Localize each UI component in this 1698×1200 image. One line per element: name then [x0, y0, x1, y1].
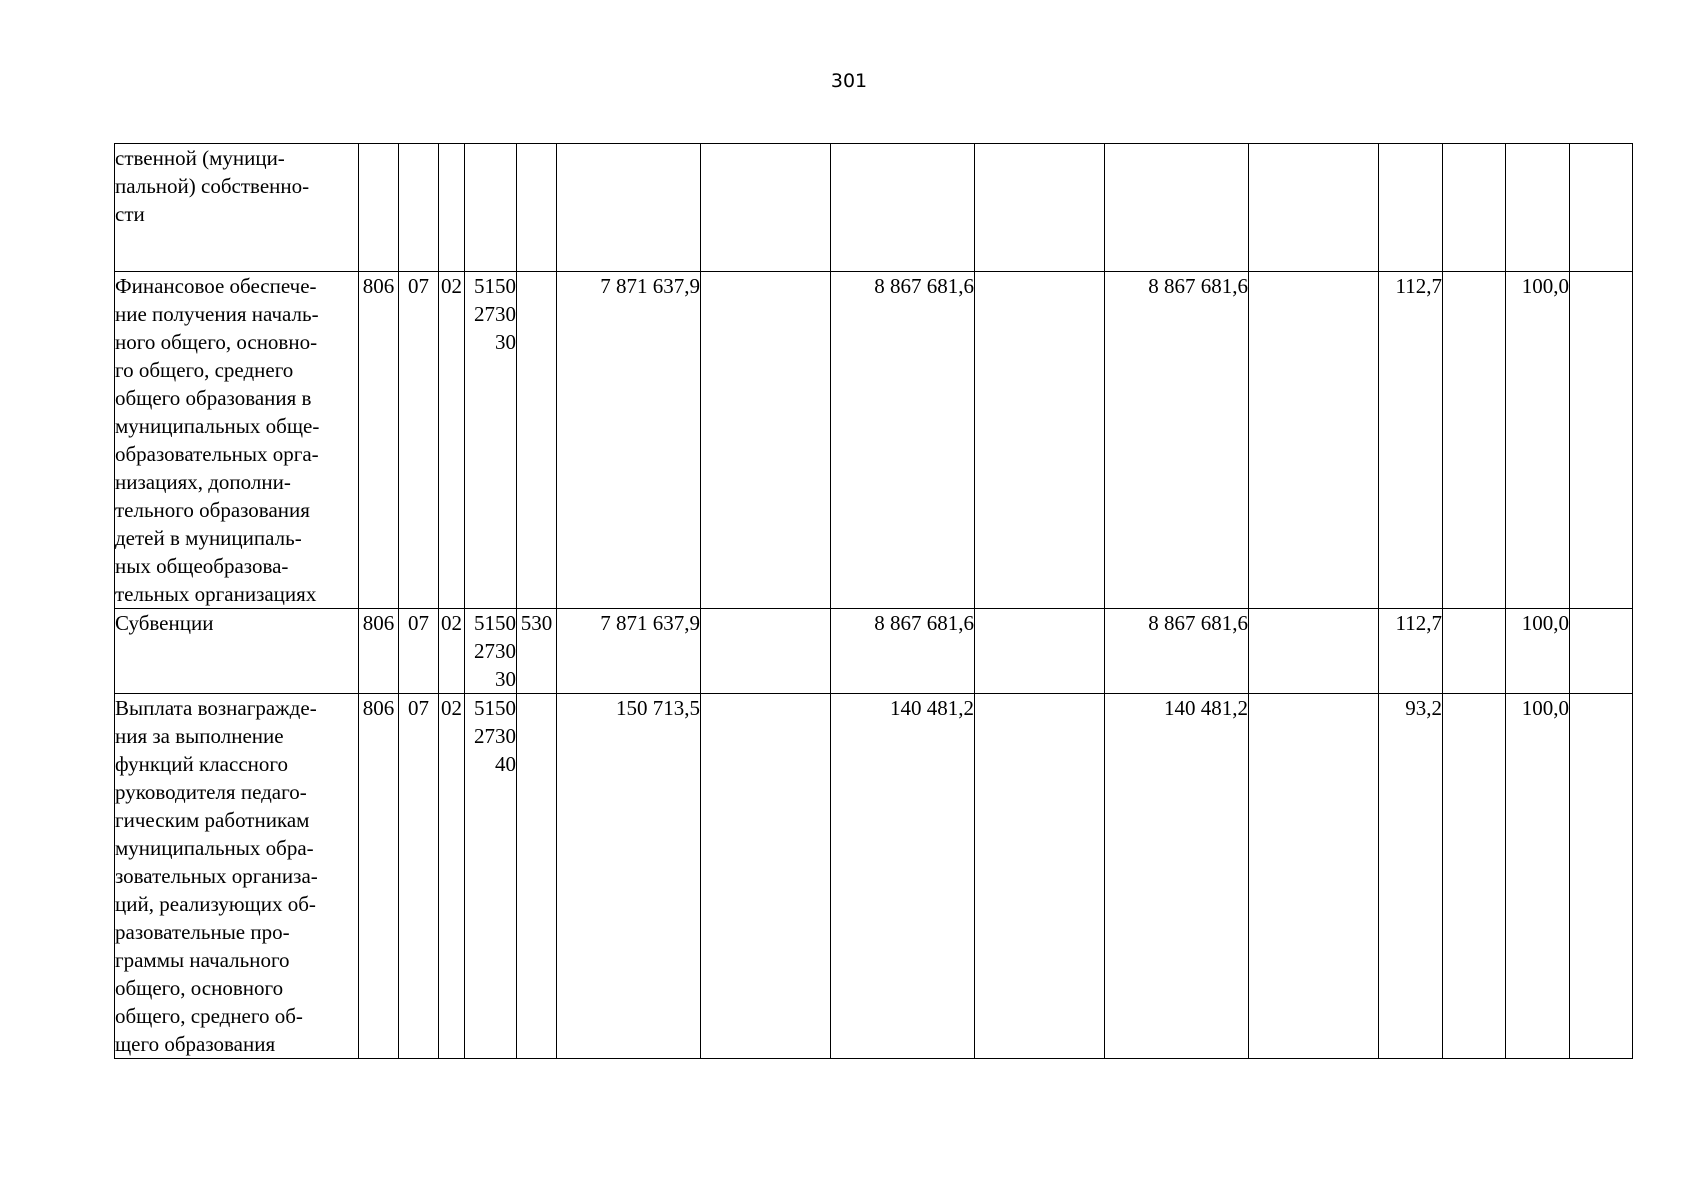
- row-name-cell: Субвенции: [115, 609, 359, 694]
- value-cell-col9: 100,0: [1506, 694, 1570, 1059]
- expense-type-cell: [517, 272, 557, 609]
- value-cell-col3: 8 867 681,6: [831, 272, 975, 609]
- expense-type-cell: 530: [517, 609, 557, 694]
- target-code-cell: 5150 2730 30: [465, 609, 517, 694]
- value-cell-col7: 93,2: [1379, 694, 1443, 1059]
- expense-type-cell: [517, 694, 557, 1059]
- value-cell-col2: [701, 144, 831, 272]
- value-cell-col8: [1443, 144, 1506, 272]
- subsection-code-cell: 02: [439, 609, 465, 694]
- table-row: [115, 144, 1633, 272]
- row-name-cell: ственной (муници- пальной) собственно- сти: [115, 144, 359, 272]
- value-cell-col6: [1249, 609, 1379, 694]
- value-cell-col4: [975, 609, 1105, 694]
- section-code-cell: 07: [399, 272, 439, 609]
- table-row: [115, 272, 1633, 609]
- value-cell-col10: [1570, 272, 1633, 609]
- value-cell-col9: 100,0: [1506, 609, 1570, 694]
- value-cell-col6: [1249, 694, 1379, 1059]
- value-cell-col3: 140 481,2: [831, 694, 975, 1059]
- value-cell-col4: [975, 694, 1105, 1059]
- row-name-cell: Выплата вознагражде- ния за выполнение функций классного руководителя педаго- гическим работникам муниципальных обра- зовательных организа- ций, реализующих об- разовательные про- граммы начального общего, основного общего, среднего об- щего образования: [115, 694, 359, 1059]
- value-cell-col3: [831, 144, 975, 272]
- table-row: [115, 609, 1633, 694]
- value-cell-col1: 150 713,5: [557, 694, 701, 1059]
- budget-table: [114, 143, 1633, 1059]
- value-cell-col10: [1570, 609, 1633, 694]
- value-cell-col2: [701, 694, 831, 1059]
- target-code-cell: 5150 2730 40: [465, 694, 517, 1059]
- value-cell-col2: [701, 609, 831, 694]
- value-cell-col5: 8 867 681,6: [1105, 272, 1249, 609]
- value-cell-col10: [1570, 144, 1633, 272]
- value-cell-col1: [557, 144, 701, 272]
- value-cell-col10: [1570, 694, 1633, 1059]
- admin-code-cell: [359, 144, 399, 272]
- value-cell-col8: [1443, 694, 1506, 1059]
- row-name-cell: Финансовое обеспече- ние получения началь- ного общего, основно- го общего, среднего общего образования в муниципальных обще- образовательных орга- низациях, дополни- тельного образования детей в муниципаль- ных общеобразова- тельных организациях: [115, 272, 359, 609]
- value-cell-col6: [1249, 144, 1379, 272]
- subsection-code-cell: [439, 144, 465, 272]
- admin-code-cell: 806: [359, 694, 399, 1059]
- target-code-cell: 5150 2730 30: [465, 272, 517, 609]
- value-cell-col8: [1443, 272, 1506, 609]
- value-cell-col9: 100,0: [1506, 272, 1570, 609]
- value-cell-col1: 7 871 637,9: [557, 609, 701, 694]
- value-cell-col3: 8 867 681,6: [831, 609, 975, 694]
- expense-type-cell: [517, 144, 557, 272]
- target-code-cell: [465, 144, 517, 272]
- admin-code-cell: 806: [359, 272, 399, 609]
- value-cell-col5: 140 481,2: [1105, 694, 1249, 1059]
- admin-code-cell: 806: [359, 609, 399, 694]
- value-cell-col5: [1105, 144, 1249, 272]
- subsection-code-cell: 02: [439, 272, 465, 609]
- value-cell-col4: [975, 144, 1105, 272]
- value-cell-col7: [1379, 144, 1443, 272]
- value-cell-col7: 112,7: [1379, 609, 1443, 694]
- value-cell-col7: 112,7: [1379, 272, 1443, 609]
- value-cell-col4: [975, 272, 1105, 609]
- value-cell-col1: 7 871 637,9: [557, 272, 701, 609]
- page-number: 301: [830, 70, 868, 92]
- value-cell-col8: [1443, 609, 1506, 694]
- table-row: [115, 694, 1633, 1059]
- value-cell-col2: [701, 272, 831, 609]
- section-code-cell: 07: [399, 694, 439, 1059]
- subsection-code-cell: 02: [439, 694, 465, 1059]
- value-cell-col6: [1249, 272, 1379, 609]
- section-code-cell: 07: [399, 609, 439, 694]
- value-cell-col9: [1506, 144, 1570, 272]
- section-code-cell: [399, 144, 439, 272]
- value-cell-col5: 8 867 681,6: [1105, 609, 1249, 694]
